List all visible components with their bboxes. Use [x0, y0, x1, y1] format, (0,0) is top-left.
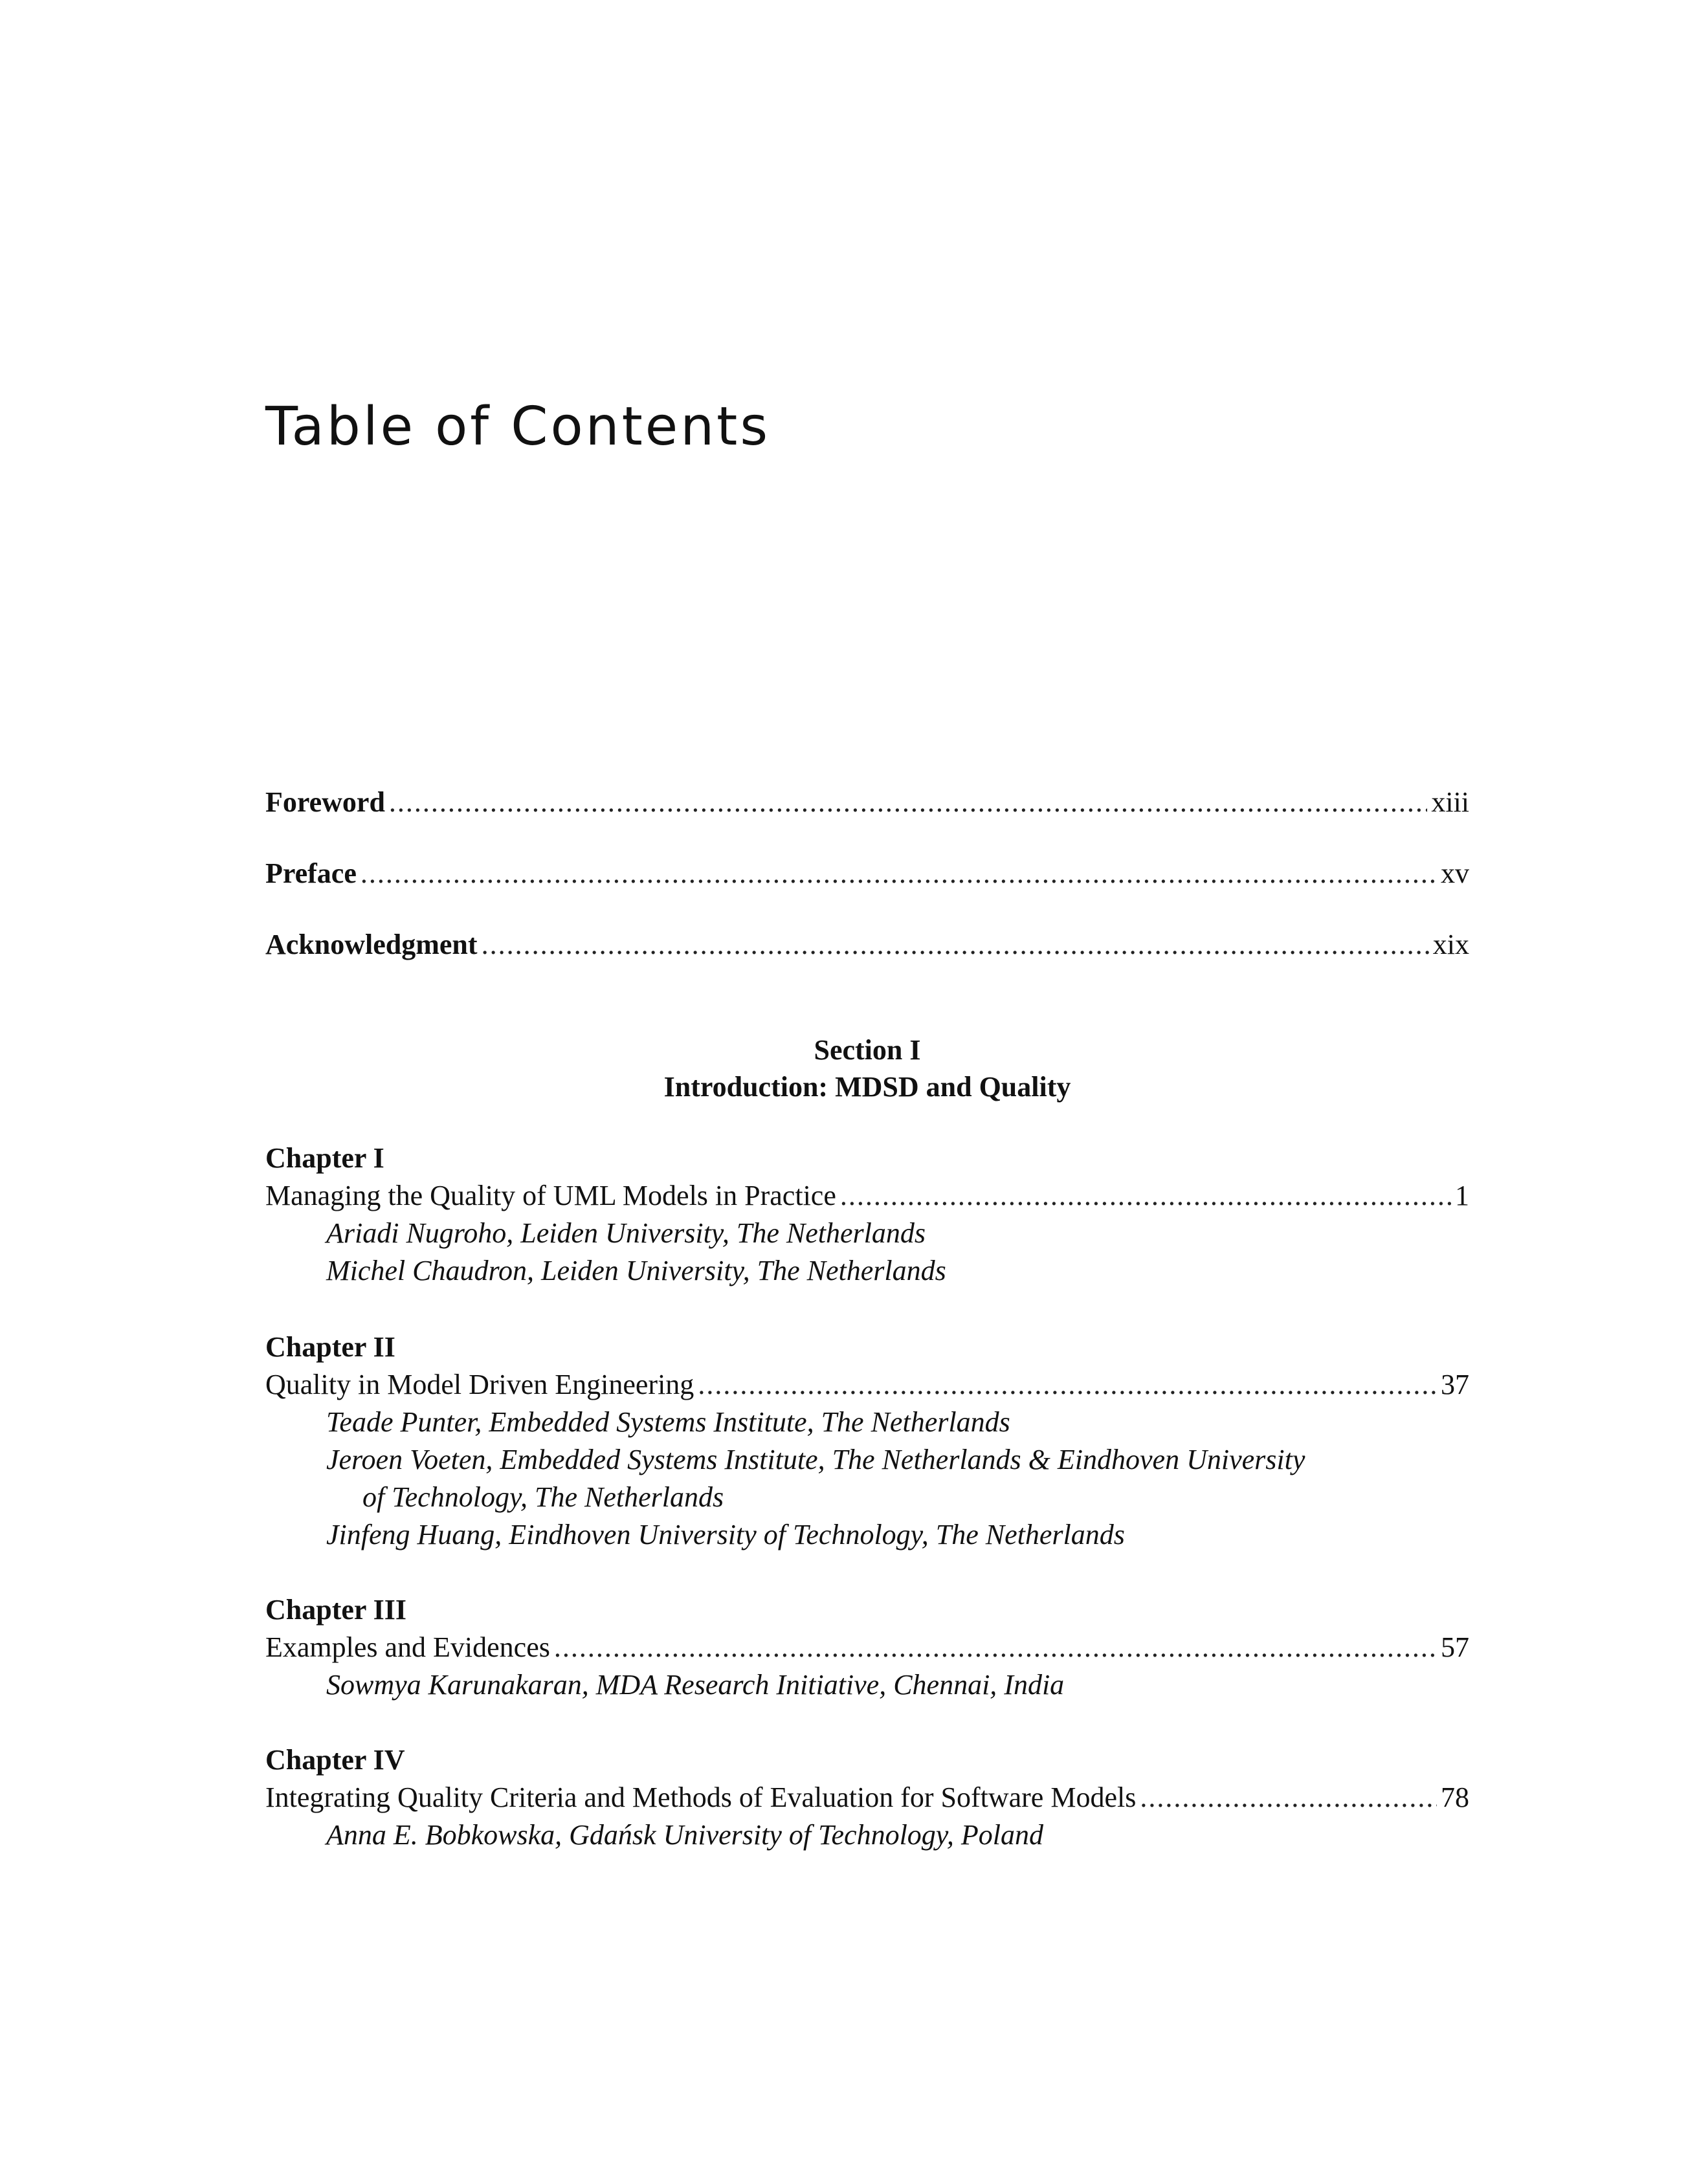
toc-entry-chapter-1[interactable]: [265, 1178, 1469, 1214]
chapter-author: Ariadi Nugroho, Leiden University, The Netherlands: [326, 1217, 926, 1249]
page-number: xv: [1441, 857, 1469, 889]
page-number: 78: [1441, 1781, 1469, 1813]
entry-label: Preface: [265, 857, 357, 889]
dot-leader: [840, 1178, 1451, 1214]
page-title: Table of Contents: [265, 396, 771, 458]
section-title: Introduction: MDSD and Quality: [663, 1071, 1071, 1103]
toc-entry-acknowledgment[interactable]: [265, 927, 1469, 963]
page-number: xix: [1432, 929, 1469, 960]
entry-label: Acknowledgment: [265, 929, 478, 960]
chapter-label: Chapter IV: [265, 1744, 405, 1776]
chapter-author: Michel Chaudron, Leiden University, The Netherlands: [326, 1255, 946, 1286]
dot-leader: [361, 855, 1437, 892]
chapter-author-continued: of Technology, The Netherlands: [362, 1481, 724, 1513]
toc-entry-chapter-2[interactable]: [265, 1367, 1469, 1403]
page-number: 1: [1455, 1180, 1469, 1211]
chapter-label: Chapter III: [265, 1594, 407, 1626]
dot-leader: [698, 1367, 1437, 1403]
entry-label: Foreword: [265, 786, 385, 818]
toc-entry-chapter-3[interactable]: [265, 1629, 1469, 1666]
toc-entry-chapter-4[interactable]: [265, 1780, 1469, 1816]
chapter-author: Jeroen Voeten, Embedded Systems Institute, The Netherlands & Eindhoven University: [326, 1444, 1305, 1475]
dot-leader: [1140, 1780, 1437, 1816]
chapter-author: Sowmya Karunakaran, MDA Research Initiative, Chennai, India: [326, 1669, 1065, 1701]
dot-leader: [389, 784, 1427, 821]
chapter-title: Quality in Model Driven Engineering: [265, 1369, 694, 1400]
toc-entry-preface[interactable]: [265, 855, 1469, 892]
chapter-title: Examples and Evidences: [265, 1631, 550, 1663]
dot-leader: [482, 927, 1429, 963]
chapter-title: Integrating Quality Criteria and Methods of Evaluation for Software Models: [265, 1781, 1137, 1813]
page-number: xiii: [1431, 786, 1469, 818]
chapter-author: Teade Punter, Embedded Systems Institute, The Netherlands: [326, 1406, 1010, 1438]
chapter-label: Chapter II: [265, 1331, 395, 1363]
chapter-title: Managing the Quality of UML Models in Practice: [265, 1180, 836, 1211]
chapter-author: Jinfeng Huang, Eindhoven University of Technology, The Netherlands: [326, 1519, 1125, 1550]
chapter-author: Anna E. Bobkowska, Gdańsk University of Technology, Poland: [326, 1819, 1044, 1851]
toc-entry-foreword[interactable]: [265, 784, 1469, 821]
page-number: 37: [1441, 1369, 1469, 1400]
page-number: 57: [1441, 1631, 1469, 1663]
section-number: Section I: [814, 1034, 921, 1066]
dot-leader: [554, 1629, 1437, 1666]
chapter-label: Chapter I: [265, 1142, 384, 1174]
